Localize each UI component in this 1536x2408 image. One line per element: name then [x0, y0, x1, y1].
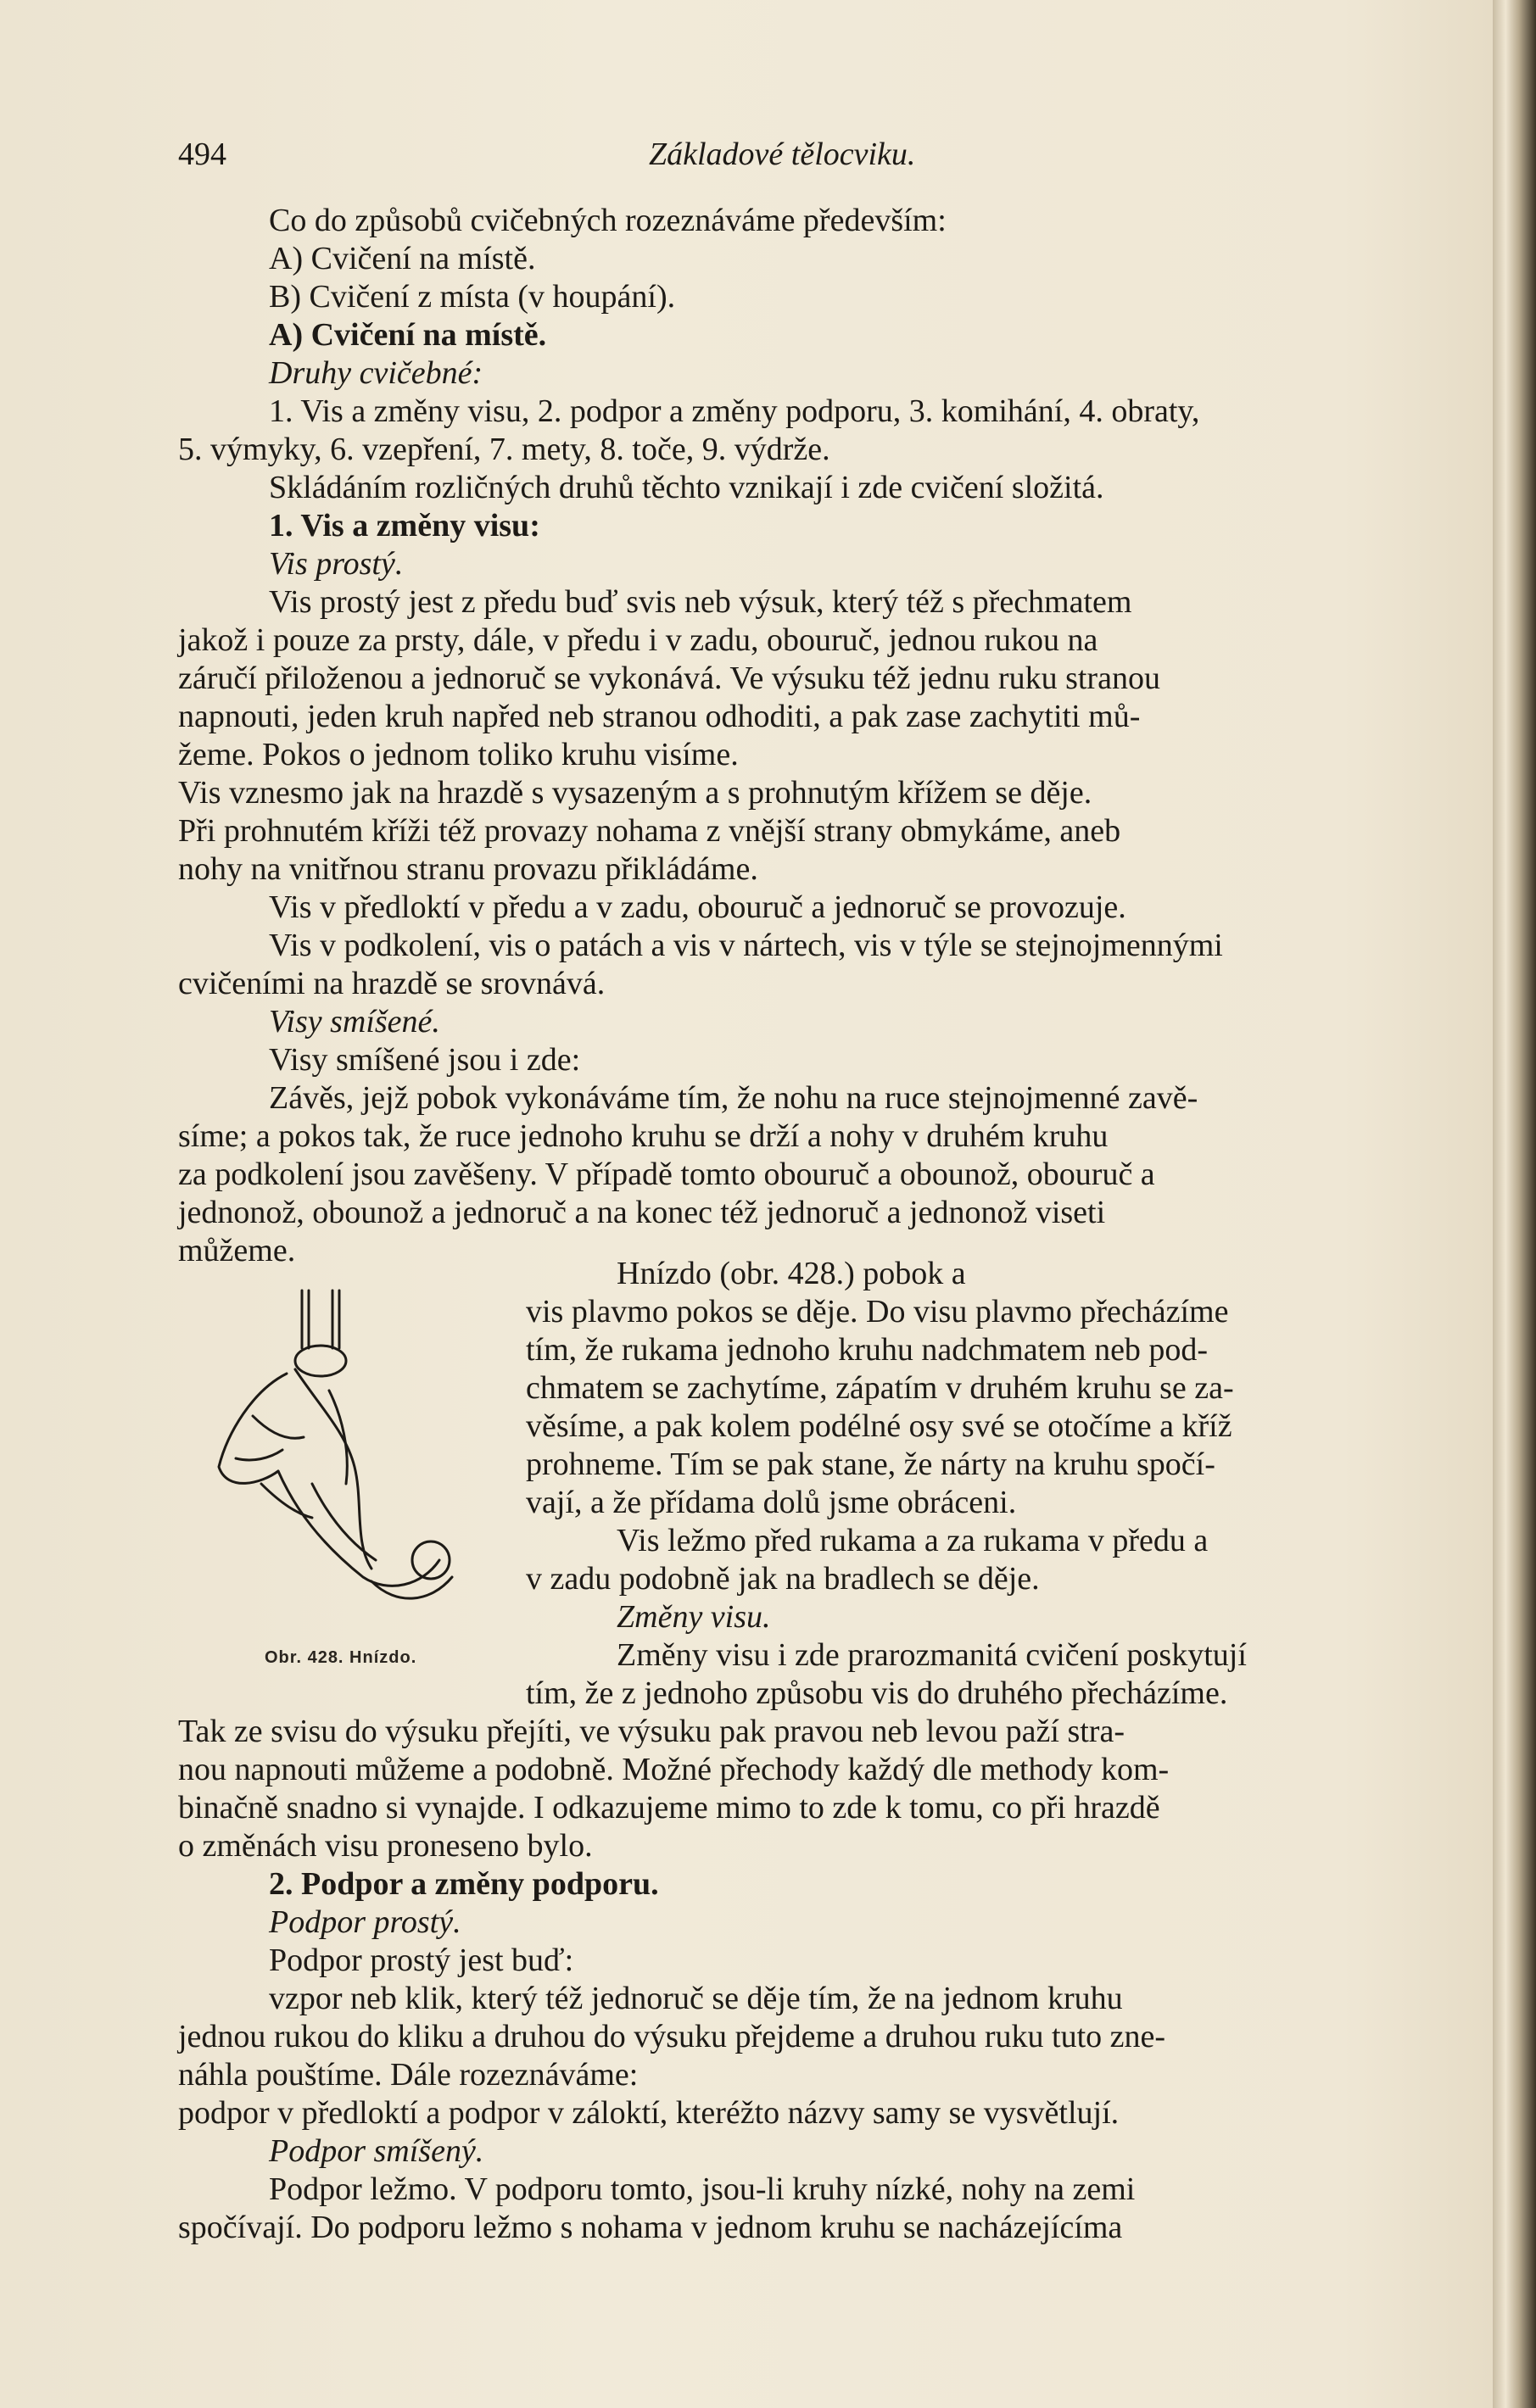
text-line: Co do způsobů cvičebných rozeznáváme především: — [269, 203, 947, 238]
text-line: binačně snadno si vynajde. I odkazujeme mimo to zde k tomu, co při hrazdě — [178, 1790, 1160, 1826]
text-line: jednonož, obounož a jednoruč a na konec též jednoruč a jednonož viseti — [178, 1195, 1106, 1230]
text-line: Vis ležmo před rukama a za rukama v předu a — [617, 1523, 1209, 1558]
text-line: jednou rukou do kliku a druhou do výsuku přejdeme a druhou ruku tuto zne- — [178, 2019, 1166, 2054]
text-line: tím, že rukama jednoho kruhu nadchmatem neb pod- — [526, 1332, 1209, 1368]
text-line: můžeme. — [178, 1233, 296, 1268]
text-line: nou napnouti můžeme a podobně. Možné přechody každý dle methody kom- — [178, 1752, 1170, 1787]
text-line: Podpor prostý jest buď: — [269, 1943, 574, 1978]
text-line: A) Cvičení na místě. — [269, 241, 536, 276]
subheading: Druhy cvičebné: — [269, 355, 483, 391]
text-line: Při prohnutém kříži též provazy nohama z vnější strany obmykáme, aneb — [178, 813, 1121, 849]
text-line: žeme. Pokos o jednom toliko kruhu visíme. — [178, 737, 739, 772]
section-heading: 2. Podpor a změny podporu. — [269, 1866, 659, 1902]
text-line: prohneme. Tím se pak stane, že nárty na kruhu spočí- — [526, 1446, 1215, 1482]
text-line: Vis vznesmo jak na hrazdě s vysazeným a s prohnutým křížem se děje. — [178, 775, 1092, 811]
text-line: náhla pouštíme. Dále rozeznáváme: — [178, 2057, 639, 2093]
body-text-top — [178, 202, 1412, 1270]
text-line: Podpor ležmo. V podporu tomto, jsou-li kruhy nízké, nohy na zemi — [269, 2171, 1136, 2207]
text-line: Visy smíšené jsou i zde: — [269, 1042, 581, 1078]
text-line: za podkolení jsou zavěšeny. V případě tomto obouruč a obounož, obouruč a — [178, 1157, 1155, 1192]
page-number: 494 — [178, 137, 226, 172]
book-spine-edge — [1493, 0, 1536, 2408]
text-line: Změny visu i zde prarozmanitá cvičení poskytují — [617, 1637, 1247, 1673]
running-title: Základové tělocviku. — [649, 137, 916, 172]
text-line: síme; a pokos tak, že ruce jednoho kruhu se drží a nohy v druhém kruhu — [178, 1118, 1109, 1154]
text-line: vzpor neb klik, který též jednoruč se děje tím, že na jednom kruhu — [269, 1981, 1123, 2016]
text-line: Vis v předloktí v předu a v zadu, obouruč a jednoruč se provozuje. — [269, 889, 1126, 925]
figure-caption: Obr. 428. Hnízdo. — [265, 1648, 417, 1667]
text-line: Vis v podkolení, vis o patách a vis v nártech, vis v týle se stejnojmennými — [269, 928, 1223, 963]
section-heading: 1. Vis a změny visu: — [269, 508, 540, 543]
text-line: Tak ze svisu do výsuku přejíti, ve výsuku pak pravou neb levou paží stra- — [178, 1714, 1125, 1749]
text-line: podpor v předloktí a podpor v záloktí, kteréžto názvy samy se vysvětlují. — [178, 2095, 1120, 2131]
section-heading: A) Cvičení na místě. — [269, 317, 547, 353]
text-line: v zadu podobně jak na bradlech se děje. — [526, 1561, 1040, 1597]
text-line: věsíme, a pak kolem podélné osy své se otočíme a kříž — [526, 1408, 1232, 1444]
text-line: jakož i pouze za prsty, dále, v předu i v zadu, obouruč, jednou rukou na — [178, 622, 1098, 658]
figure-hnizdo-illustration — [202, 1289, 473, 1662]
text-line: o změnách visu proneseno bylo. — [178, 1828, 593, 1864]
text-line: spočívají. Do podporu ležmo s nohama v jednom kruhu se nacházejícíma — [178, 2210, 1123, 2245]
subheading: Visy smíšené. — [269, 1004, 440, 1040]
text-line: záručí přiloženou a jednoruč se vykonává. Ve výsuku též jednu ruku stranou — [178, 661, 1160, 696]
text-line: vají, a že přídama dolů jsme obráceni. — [526, 1485, 1017, 1520]
text-line: 5. výmyky, 6. vzepření, 7. mety, 8. toče, 9. výdrže. — [178, 432, 830, 467]
subheading: Vis prostý. — [269, 546, 404, 582]
text-line: tím, že z jednoho způsobu vis do druhého přecházíme. — [526, 1675, 1228, 1711]
body-text-bottom — [178, 1713, 1412, 2247]
subheading: Změny visu. — [617, 1599, 771, 1635]
text-line: vis plavmo pokos se děje. Do visu plavmo přecházíme — [526, 1294, 1229, 1329]
text-line: Hnízdo (obr. 428.) pobok a — [617, 1256, 966, 1291]
text-line: Skládáním rozličných druhů těchto vznikají i zde cvičení složitá. — [269, 470, 1104, 505]
text-line: Vis prostý jest z předu buď svis neb výsuk, který též s přechmatem — [269, 584, 1132, 620]
text-line: 1. Vis a změny visu, 2. podpor a změny podporu, 3. komihání, 4. obraty, — [269, 393, 1200, 429]
subheading: Podpor smíšený. — [269, 2133, 484, 2169]
text-line: B) Cvičení z místa (v houpání). — [269, 279, 676, 315]
text-line: chmatem se zachytíme, zápatím v druhém kruhu se za- — [526, 1370, 1234, 1406]
subheading: Podpor prostý. — [269, 1904, 461, 1940]
text-line: nohy na vnitřnou stranu provazu přikládáme. — [178, 851, 758, 887]
text-line: Závěs, jejž pobok vykonáváme tím, že nohu na ruce stejnojmenné zavě- — [269, 1080, 1198, 1116]
text-line: napnouti, jeden kruh napřed neb stranou odhoditi, a pak zase zachytiti mů- — [178, 699, 1141, 734]
body-text-wrap — [526, 1255, 1412, 1713]
text-line: cvičeními na hrazdě se srovnává. — [178, 966, 606, 1001]
